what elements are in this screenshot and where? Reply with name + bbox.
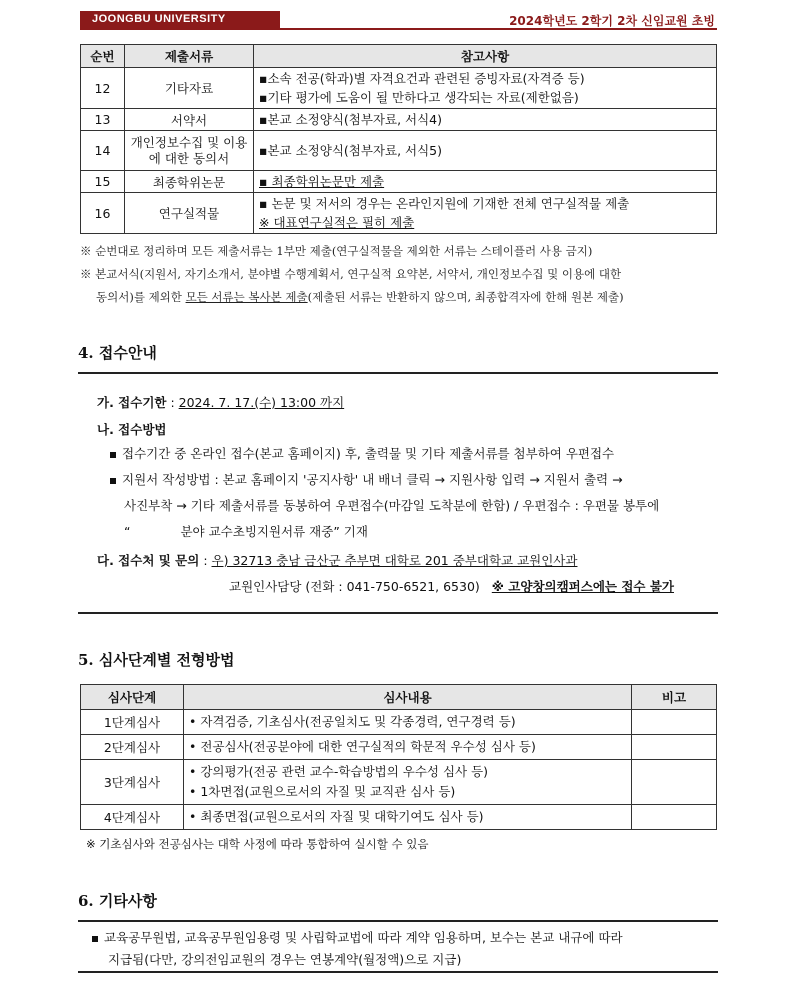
contact-line bbox=[97, 547, 577, 575]
header-stage: 심사단계 bbox=[81, 685, 184, 710]
stage-cell: 3단계심사 bbox=[81, 760, 184, 805]
table-header-row bbox=[81, 45, 717, 68]
contact-phone-line bbox=[229, 573, 674, 601]
method-bullet-2 bbox=[110, 466, 623, 494]
row-notes bbox=[254, 131, 717, 171]
note-text: 동의서)를 제외한 bbox=[96, 290, 186, 304]
table-row bbox=[81, 109, 717, 131]
table-row bbox=[81, 193, 717, 234]
quote-text: 분야 교수초빙지원서류 재중” 기재 bbox=[180, 524, 368, 539]
document-header-title: 2024학년도 2학기 2차 신임교원 초빙 bbox=[509, 14, 715, 28]
note-line: ▪기타 평가에 도움이 될 만하다고 생각되는 자료(제한없음) bbox=[259, 90, 579, 105]
stage-cell: 1단계심사 bbox=[81, 710, 184, 735]
row-no: 14 bbox=[81, 131, 125, 171]
section-6-title: 6. 기타사항 bbox=[78, 892, 157, 910]
bullet-text: 접수기간 중 온라인 접수(본교 홈페이지) 후, 출력물 및 기타 제출서류를 첨부하여 우편접수 bbox=[122, 446, 615, 461]
screening-table bbox=[80, 684, 717, 830]
contact-warning: ※ 고양창의캠퍼스에는 접수 불가 bbox=[491, 579, 674, 594]
method-bullet-2-cont2 bbox=[124, 518, 368, 546]
row-no: 12 bbox=[81, 68, 125, 109]
quote-open: “ bbox=[124, 524, 131, 539]
deadline-value: 2024. 7. 17.(수) 13:00 까지 bbox=[178, 395, 345, 410]
stage-cell: 2단계심사 bbox=[81, 735, 184, 760]
note-line: ※ 대표연구실적은 필히 제출 bbox=[259, 215, 415, 230]
table-row bbox=[81, 805, 717, 830]
header-notes: 참고사항 bbox=[254, 45, 717, 68]
row-no: 13 bbox=[81, 109, 125, 131]
note-text: (제출된 서류는 반환하지 않으며, 최종합격자에 한해 원본 제출) bbox=[307, 290, 624, 304]
method-bullet-1 bbox=[110, 440, 614, 468]
row-doc: 서약서 bbox=[125, 109, 254, 131]
note-staple: ※ 순번대로 정리하며 모든 제출서류는 1부만 제출(연구실적물을 제외한 서류는 스테이플러 사용 금지) bbox=[80, 244, 593, 258]
square-bullet-icon bbox=[110, 478, 116, 484]
row-notes bbox=[254, 193, 717, 234]
table-row bbox=[81, 68, 717, 109]
header-content: 심사내용 bbox=[184, 685, 632, 710]
content-line: • 최종면접(교원으로서의 자질 및 대학기여도 심사 등) bbox=[189, 809, 484, 824]
section-divider bbox=[78, 612, 718, 614]
content-line: • 1차면접(교원으로서의 자질 및 교직관 심사 등) bbox=[189, 784, 456, 799]
content-line: • 강의평가(전공 관련 교수-학습방법의 우수성 심사 등) bbox=[189, 764, 489, 779]
bullet-text: 지원서 작성방법 : 본교 홈페이지 '공지사항' 내 배너 클릭 → 지원사항 입력 → 지원서 출력 → bbox=[122, 472, 623, 487]
note-underline: 모든 서류는 복사본 제출 bbox=[185, 290, 308, 304]
square-bullet-icon bbox=[110, 452, 116, 458]
deadline-line bbox=[97, 389, 344, 417]
deadline-label: 가. 접수기한 bbox=[97, 395, 167, 410]
row-notes bbox=[254, 109, 717, 131]
content-cell bbox=[184, 710, 632, 735]
university-logo: JOONGBU UNIVERSITY bbox=[80, 11, 280, 28]
header-no: 순번 bbox=[81, 45, 125, 68]
row-notes bbox=[254, 68, 717, 109]
remark-cell bbox=[632, 710, 717, 735]
content-cell bbox=[184, 760, 632, 805]
note-line: ▪본교 소정양식(첨부자료, 서식4) bbox=[259, 112, 442, 127]
remark-cell bbox=[632, 805, 717, 830]
header-remark: 비고 bbox=[632, 685, 717, 710]
section-divider bbox=[78, 372, 718, 374]
remark-cell bbox=[632, 760, 717, 805]
content-line: • 자격검증, 기초심사(전공일치도 및 각종경력, 연구경력 등) bbox=[189, 714, 516, 729]
stage-cell: 4단계심사 bbox=[81, 805, 184, 830]
table-row bbox=[81, 131, 717, 171]
documents-table bbox=[80, 44, 717, 234]
header-doc: 제출서류 bbox=[125, 45, 254, 68]
remark-cell bbox=[632, 735, 717, 760]
screening-note: ※ 기초심사와 전공심사는 대학 사정에 따라 통합하여 실시할 수 있음 bbox=[86, 837, 429, 851]
row-doc: 연구실적물 bbox=[125, 193, 254, 234]
table-row bbox=[81, 760, 717, 805]
contact-address: 우) 32713 충남 금산군 추부면 대학로 201 중부대학교 교원인사과 bbox=[211, 553, 578, 568]
misc-line-2: 지급됨(다만, 강의전임교원의 경우는 연봉계약(월정액)으로 지급) bbox=[108, 952, 462, 967]
content-cell bbox=[184, 805, 632, 830]
separator: : bbox=[166, 395, 179, 410]
header-divider bbox=[80, 28, 717, 30]
separator: : bbox=[199, 553, 212, 568]
section-4-title: 4. 접수안내 bbox=[78, 344, 157, 362]
section-divider bbox=[78, 920, 718, 922]
contact-phone: 교원인사담당 (전화 : 041-750-6521, 6530) bbox=[229, 579, 480, 594]
note-copies-line2 bbox=[96, 285, 624, 309]
section-5-title: 5. 심사단계별 전형방법 bbox=[78, 651, 235, 669]
table-row bbox=[81, 171, 717, 193]
table-row bbox=[81, 710, 717, 735]
row-doc: 최종학위논문 bbox=[125, 171, 254, 193]
content-line: • 전공심사(전공분야에 대한 연구실적의 학문적 우수성 심사 등) bbox=[189, 739, 536, 754]
table-row bbox=[81, 735, 717, 760]
row-doc: 개인정보수집 및 이용에 대한 동의서 bbox=[125, 131, 254, 171]
contact-label: 다. 접수처 및 문의 bbox=[97, 553, 200, 568]
note-line: ▪본교 소정양식(첨부자료, 서식5) bbox=[259, 143, 442, 158]
row-no: 16 bbox=[81, 193, 125, 234]
misc-text: 교육공무원법, 교육공무원임용령 및 사립학교법에 따라 계약 임용하며, 보수는 본교 내규에 따라 bbox=[104, 930, 623, 945]
row-notes bbox=[254, 171, 717, 193]
content-cell bbox=[184, 735, 632, 760]
row-doc: 기타자료 bbox=[125, 68, 254, 109]
square-bullet-icon bbox=[92, 936, 98, 942]
method-label: 나. 접수방법 bbox=[97, 422, 167, 437]
note-line: ▪ 논문 및 저서의 경우는 온라인지원에 기재한 전체 연구실적물 제출 bbox=[259, 196, 630, 211]
table-header-row bbox=[81, 685, 717, 710]
note-line: ▪ 최종학위논문만 제출 bbox=[259, 174, 385, 189]
section-divider bbox=[78, 971, 718, 973]
note-copies-line1: ※ 본교서식(지원서, 자기소개서, 분야별 수행계획서, 연구실적 요약본, 서약서, 개인정보수집 및 이용에 대한 bbox=[80, 267, 622, 281]
method-bullet-2-cont: 사진부착 → 기타 제출서류를 동봉하여 우편접수(마감일 도착분에 한함) / 우편접수 : 우편물 봉투에 bbox=[124, 498, 660, 513]
row-no: 15 bbox=[81, 171, 125, 193]
note-line: ▪소속 전공(학과)별 자격요건과 관련된 증빙자료(자격증 등) bbox=[259, 71, 585, 86]
